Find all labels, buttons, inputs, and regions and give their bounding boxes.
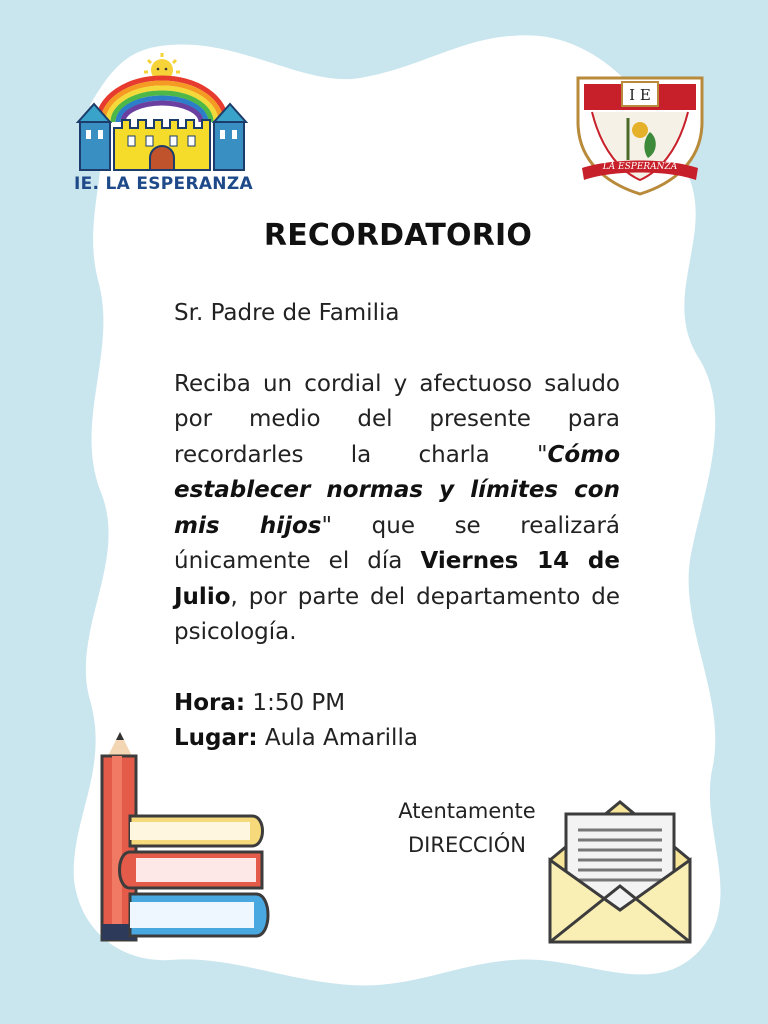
event-date: Viernes 14 de Julio bbox=[174, 548, 620, 610]
paragraph-text: " que se realizará únicamente el día bbox=[174, 512, 620, 574]
school-logo bbox=[70, 50, 270, 200]
closing-text: Atentamente bbox=[398, 799, 536, 823]
place-value: Aula Amarilla bbox=[257, 725, 418, 751]
greeting: Sr. Padre de Familia bbox=[174, 300, 400, 326]
letter-body bbox=[174, 296, 620, 757]
letter-paragraph bbox=[174, 367, 620, 651]
crest-banner: LA ESPERANZA bbox=[602, 162, 678, 172]
talk-topic: Cómo establecer normas y límites con mis hijos bbox=[174, 441, 620, 539]
paragraph-text: , por parte del departamento de psicología. bbox=[174, 583, 620, 645]
crest-icon bbox=[572, 72, 708, 196]
castle-icon bbox=[78, 104, 246, 170]
school-name-logo: IE. LA ESPERANZA bbox=[74, 174, 253, 194]
page-title: RECORDATORIO bbox=[263, 218, 533, 253]
paragraph-text: Reciba un cordial y afectuoso saludo por medio del presente para recordarles la charla " bbox=[174, 370, 620, 468]
signature-block bbox=[366, 794, 568, 862]
time-line bbox=[174, 686, 620, 722]
time-value: 1:50 PM bbox=[245, 689, 346, 716]
place-label: Lugar: bbox=[174, 725, 258, 751]
signer-name: DIRECCIÓN bbox=[408, 833, 526, 857]
envelope-icon bbox=[540, 792, 700, 946]
time-label: Hora: bbox=[174, 689, 246, 716]
books-icon bbox=[96, 728, 272, 944]
rainbow-icon bbox=[98, 78, 226, 122]
crest-initials: I E bbox=[629, 86, 651, 104]
